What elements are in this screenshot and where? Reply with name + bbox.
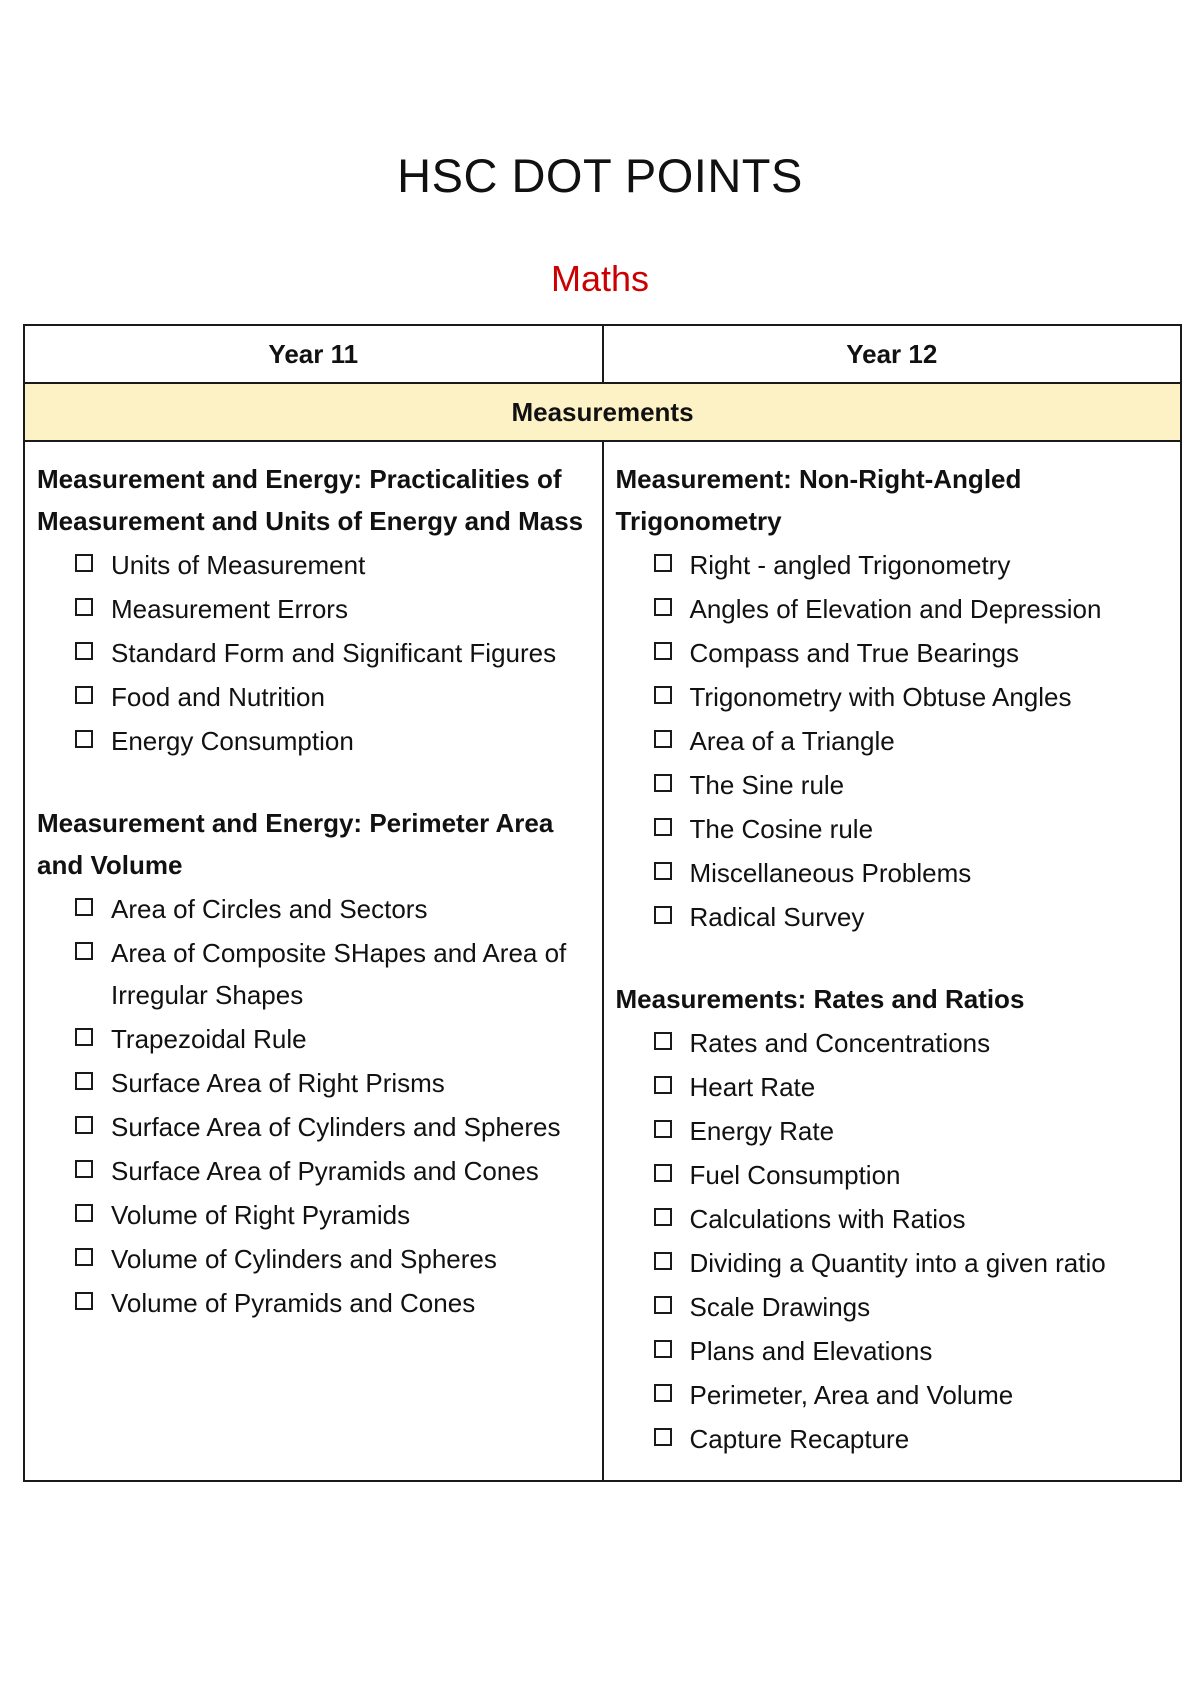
checklist-item-label: The Cosine rule: [689, 814, 874, 844]
checklist-item-label: Miscellaneous Problems: [689, 858, 972, 888]
checkbox-icon[interactable]: [654, 774, 672, 792]
checkbox-icon[interactable]: [75, 598, 93, 616]
checkbox-icon[interactable]: [75, 1160, 93, 1178]
section-row: [24, 383, 1181, 441]
checkbox-icon[interactable]: [654, 1120, 672, 1138]
checklist-item: [75, 1194, 592, 1236]
checklist-item-label: Perimeter, Area and Volume: [689, 1380, 1014, 1410]
checkbox-icon[interactable]: [654, 1252, 672, 1270]
checklist-item: [654, 1110, 1171, 1152]
checkbox-icon[interactable]: [654, 862, 672, 880]
checklist-item: [75, 1106, 592, 1148]
checklist-item: [654, 1154, 1171, 1196]
checklist-item-label: Volume of Pyramids and Cones: [111, 1288, 476, 1318]
header-year-11: Year 11: [24, 325, 603, 383]
checklist-item-label: Area of Composite SHapes and Area of Irregular Shapes: [111, 938, 567, 1010]
dot-points-table: [23, 324, 1182, 1482]
checklist-item: [654, 808, 1171, 850]
checkbox-icon[interactable]: [654, 1164, 672, 1182]
checkbox-icon[interactable]: [75, 1204, 93, 1222]
checkbox-icon[interactable]: [654, 598, 672, 616]
checklist-item-label: Fuel Consumption: [689, 1160, 901, 1190]
checkbox-icon[interactable]: [654, 1076, 672, 1094]
checkbox-icon[interactable]: [75, 642, 93, 660]
checklist-item: [654, 1198, 1171, 1240]
checklist-item: [654, 1286, 1171, 1328]
checklist-item: [654, 1242, 1171, 1284]
topic-heading: Measurement and Energy: Perimeter Area and Volume: [37, 808, 554, 880]
checkbox-icon[interactable]: [654, 1384, 672, 1402]
checklist: [616, 1022, 1171, 1460]
checkbox-icon[interactable]: [654, 1428, 672, 1446]
checklist-item-label: Trapezoidal Rule: [111, 1024, 307, 1054]
checklist-item: [654, 588, 1171, 630]
checkbox-icon[interactable]: [75, 1116, 93, 1134]
checkbox-icon[interactable]: [654, 1032, 672, 1050]
checkbox-icon[interactable]: [75, 898, 93, 916]
header-year-12: Year 12: [603, 325, 1182, 383]
section-measurements: Measurements: [24, 383, 1181, 441]
checklist-item-label: Calculations with Ratios: [689, 1204, 966, 1234]
checklist-item-label: The Sine rule: [689, 770, 845, 800]
checklist-item: [654, 632, 1171, 674]
checklist-item-label: Area of a Triangle: [689, 726, 895, 756]
checklist-item-label: Energy Rate: [689, 1116, 835, 1146]
checklist-item-label: Energy Consumption: [111, 726, 354, 756]
checklist-item-label: Dividing a Quantity into a given ratio: [689, 1248, 1106, 1278]
checkbox-icon[interactable]: [75, 942, 93, 960]
checklist-item: [654, 676, 1171, 718]
year-12-column: [603, 441, 1182, 1481]
checklist-item-label: Standard Form and Significant Figures: [111, 638, 557, 668]
checklist-item: [654, 1418, 1171, 1460]
checklist-item-label: Volume of Cylinders and Spheres: [111, 1244, 497, 1274]
checklist-item: [654, 764, 1171, 806]
topic-heading: Measurements: Rates and Ratios: [615, 984, 1025, 1014]
checkbox-icon[interactable]: [654, 1208, 672, 1226]
checklist-item-label: Radical Survey: [689, 902, 865, 932]
checklist-item-label: Trigonometry with Obtuse Angles: [689, 682, 1072, 712]
checklist-item: [75, 1018, 592, 1060]
checkbox-icon[interactable]: [75, 1028, 93, 1046]
checklist-item: [75, 632, 592, 674]
checkbox-icon[interactable]: [75, 1072, 93, 1090]
checklist-item: [75, 676, 592, 718]
checklist-item: [75, 1062, 592, 1104]
checklist-item: [654, 720, 1171, 762]
checkbox-icon[interactable]: [654, 906, 672, 924]
checklist-item: [654, 1330, 1171, 1372]
checkbox-icon[interactable]: [75, 554, 93, 572]
checkbox-icon[interactable]: [654, 686, 672, 704]
checklist-item-label: Surface Area of Pyramids and Cones: [111, 1156, 539, 1186]
table-header-row: [24, 325, 1181, 383]
content-row: [24, 441, 1181, 1481]
checklist-item-label: Heart Rate: [689, 1072, 816, 1102]
checklist: [37, 544, 592, 762]
checklist-item-label: Angles of Elevation and Depression: [689, 594, 1102, 624]
checklist-item: [654, 544, 1171, 586]
topic-heading: Measurement: Non-Right-Angled Trigonometry: [615, 464, 1022, 536]
checkbox-icon[interactable]: [654, 554, 672, 572]
checklist-item: [654, 1374, 1171, 1416]
checklist-item-label: Rates and Concentrations: [689, 1028, 991, 1058]
checklist-item-label: Compass and True Bearings: [689, 638, 1020, 668]
checklist-item: [75, 720, 592, 762]
checkbox-icon[interactable]: [654, 1340, 672, 1358]
checklist-item-label: Scale Drawings: [689, 1292, 871, 1322]
topic-heading: Measurement and Energy: Practicalities of Measurement and Units of Energy and Mass: [37, 464, 584, 536]
checkbox-icon[interactable]: [654, 1296, 672, 1314]
checklist-item: [75, 1282, 592, 1324]
checklist-item-label: Area of Circles and Sectors: [111, 894, 428, 924]
checklist-item-label: Units of Measurement: [111, 550, 366, 580]
checkbox-icon[interactable]: [75, 686, 93, 704]
document-title: HSC DOT POINTS: [397, 149, 803, 202]
checkbox-icon[interactable]: [75, 1292, 93, 1310]
checklist-item: [75, 888, 592, 930]
checklist-item: [654, 1066, 1171, 1108]
checklist-item-label: Plans and Elevations: [689, 1336, 933, 1366]
checkbox-icon[interactable]: [75, 730, 93, 748]
checklist-item: [75, 544, 592, 586]
checklist-item-label: Capture Recapture: [689, 1424, 910, 1454]
checklist-item: [75, 1238, 592, 1280]
checklist: [616, 544, 1171, 938]
topic-group: [616, 458, 1171, 938]
checkbox-icon[interactable]: [654, 642, 672, 660]
year-11-column: [24, 441, 603, 1481]
checklist-item-label: Measurement Errors: [111, 594, 348, 624]
checklist-item: [75, 932, 592, 1016]
checklist-item: [654, 852, 1171, 894]
checkbox-icon[interactable]: [654, 818, 672, 836]
checklist-item-label: Surface Area of Cylinders and Spheres: [111, 1112, 561, 1142]
checklist-item: [654, 896, 1171, 938]
checklist-item: [654, 1022, 1171, 1064]
checklist-item-label: Volume of Right Pyramids: [111, 1200, 411, 1230]
topic-group: [37, 458, 592, 762]
topic-group: [37, 802, 592, 1324]
checklist-item: [75, 1150, 592, 1192]
checkbox-icon[interactable]: [654, 730, 672, 748]
checkbox-icon[interactable]: [75, 1248, 93, 1266]
checklist-item-label: Food and Nutrition: [111, 682, 325, 712]
checklist-item-label: Right - angled Trigonometry: [689, 550, 1011, 580]
subject-title: Maths: [550, 258, 650, 299]
topic-group: [616, 978, 1171, 1460]
checklist-item-label: Surface Area of Right Prisms: [111, 1068, 445, 1098]
checklist-item: [75, 588, 592, 630]
checklist: [37, 888, 592, 1324]
